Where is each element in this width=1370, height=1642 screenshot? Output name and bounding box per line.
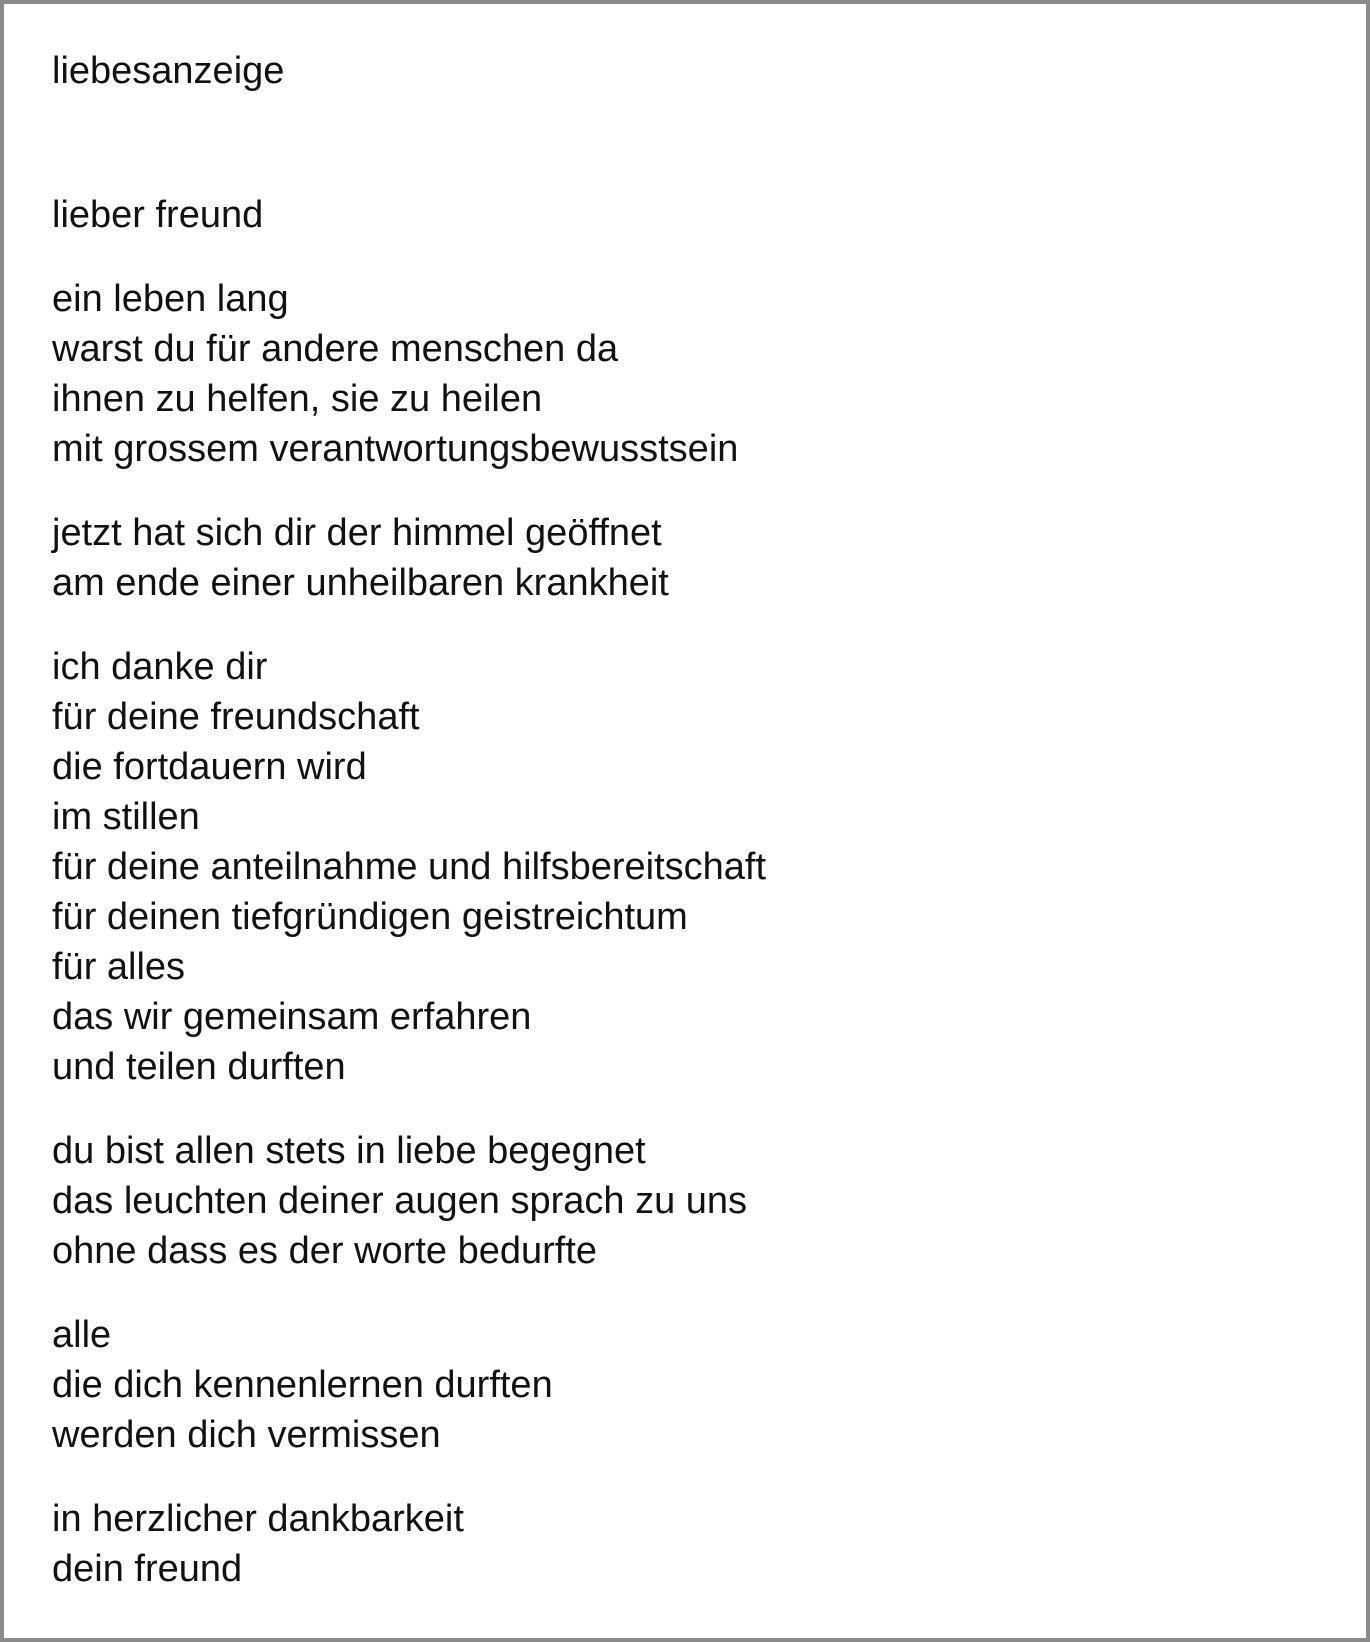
stanza	[52, 1126, 1366, 1276]
signature-line: dein freund	[52, 1548, 243, 1590]
poem-line: ihnen zu helfen, sie zu heilen	[52, 378, 543, 420]
poem-line: die dich kennenlernen durften	[52, 1364, 553, 1406]
poem-line: das wir gemeinsam erfahren	[52, 996, 532, 1038]
poem-line: werden dich vermissen	[52, 1414, 441, 1456]
stanza	[52, 642, 1366, 1092]
poem-line: am ende einer unheilbaren krankheit	[52, 562, 669, 604]
poem-line: warst du für andere menschen da	[52, 328, 619, 370]
document-title: liebesanzeige	[52, 50, 285, 92]
poem-line: und teilen durften	[52, 1046, 346, 1088]
poem-line: du bist allen stets in liebe begegnet	[52, 1130, 646, 1172]
poem-line: ein leben lang	[52, 278, 289, 320]
poem-line: die fortdauern wird	[52, 746, 367, 788]
poem-line: alle	[52, 1314, 112, 1356]
stanza	[52, 1310, 1366, 1460]
stanza	[52, 508, 1366, 608]
poem-line: für alles	[52, 946, 186, 988]
closing-line: in herzlicher dankbarkeit	[52, 1498, 464, 1540]
poem-line: mit grossem verantwortungsbewusstsein	[52, 428, 739, 470]
poem-line: jetzt hat sich dir der himmel geöffnet	[52, 512, 662, 554]
poem-line: für deine anteilnahme und hilfsbereitschaft	[52, 846, 767, 888]
poem-line: ich danke dir	[52, 646, 268, 688]
poem-line: für deinen tiefgründigen geistreichtum	[52, 896, 688, 938]
poem-line: ohne dass es der worte bedurfte	[52, 1230, 598, 1272]
salutation: lieber freund	[52, 194, 264, 236]
poem-line: das leuchten deiner augen sprach zu uns	[52, 1180, 748, 1222]
stanza	[52, 274, 1366, 474]
poem-line: im stillen	[52, 796, 200, 838]
closing-stanza	[52, 1494, 1366, 1594]
poem-line: für deine freundschaft	[52, 696, 420, 738]
